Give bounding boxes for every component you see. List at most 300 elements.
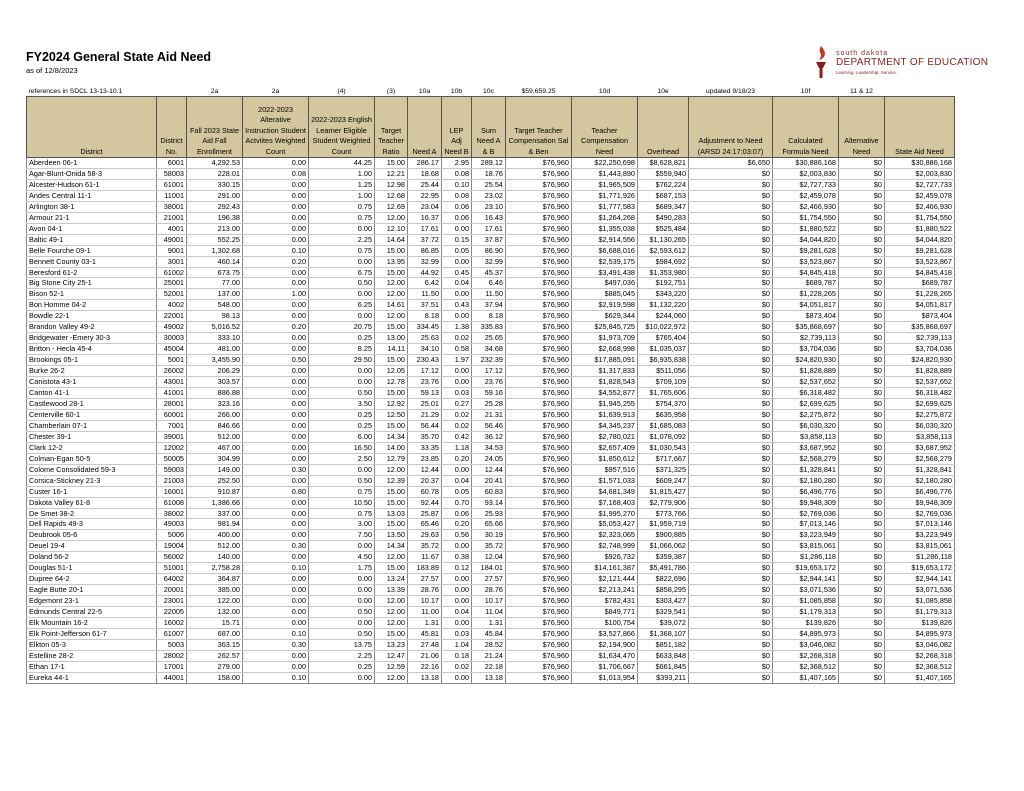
table-row <box>27 311 955 322</box>
table-cell: 0.00 <box>243 234 309 245</box>
table-cell: 16.43 <box>472 212 506 223</box>
table-cell: $76,960 <box>506 190 572 201</box>
table-cell: $0 <box>689 234 773 245</box>
table-row <box>27 596 955 607</box>
table-cell: $5,053,427 <box>572 519 638 530</box>
table-cell: $2,769,036 <box>773 508 839 519</box>
table-cell: $6,318,482 <box>885 388 955 399</box>
table-cell: $76,960 <box>506 300 572 311</box>
table-cell: 0.08 <box>243 168 309 179</box>
table-cell: 25.44 <box>408 179 442 190</box>
table-cell: $7,013,146 <box>885 519 955 530</box>
table-cell: 61007 <box>157 628 187 639</box>
column-header: Calculated Formula Need <box>773 97 839 158</box>
district-name-cell: Corsica-Stickney 21-3 <box>27 475 157 486</box>
table-cell: 36.12 <box>472 431 506 442</box>
table-cell: 12.00 <box>375 596 408 607</box>
table-cell: $35,868,697 <box>773 322 839 333</box>
district-name-cell: Douglas 51-1 <box>27 563 157 574</box>
table-cell: $0 <box>839 300 885 311</box>
column-header: Target Teacher Compensation Sal & Ben <box>506 97 572 158</box>
table-cell: $1,317,833 <box>572 366 638 377</box>
table-cell: $635,958 <box>638 409 689 420</box>
table-cell: $1,685,083 <box>638 420 689 431</box>
district-name-cell: Elk Mountain 16-2 <box>27 618 157 629</box>
table-cell: 93.14 <box>472 497 506 508</box>
table-cell: 512.00 <box>187 431 243 442</box>
table-cell: 0.00 <box>243 585 309 596</box>
table-cell: $2,275,872 <box>885 409 955 420</box>
table-cell: $76,960 <box>506 179 572 190</box>
table-cell: 846.66 <box>187 420 243 431</box>
table-cell: 0.00 <box>309 541 375 552</box>
district-name-cell: Elk Point-Jefferson 61-7 <box>27 628 157 639</box>
table-cell: 0.50 <box>309 278 375 289</box>
table-cell: 77.00 <box>187 278 243 289</box>
table-cell: $2,593,612 <box>638 245 689 256</box>
table-cell: $3,704,036 <box>773 344 839 355</box>
table-cell: $1,368,107 <box>638 628 689 639</box>
table-cell: 25.87 <box>408 508 442 519</box>
table-cell: $1,765,606 <box>638 388 689 399</box>
table-cell: $1,828,889 <box>773 366 839 377</box>
table-cell: 35.72 <box>408 541 442 552</box>
table-cell: 12.00 <box>375 278 408 289</box>
table-cell: $0 <box>839 628 885 639</box>
table-cell: $511,056 <box>638 366 689 377</box>
table-cell: 49001 <box>157 234 187 245</box>
table-cell: $2,466,930 <box>885 201 955 212</box>
table-cell: $2,769,036 <box>885 508 955 519</box>
table-cell: 0.10 <box>442 179 472 190</box>
table-cell: 279.00 <box>187 661 243 672</box>
table-cell: 0.75 <box>309 245 375 256</box>
table-cell: 12.44 <box>408 464 442 475</box>
table-cell: 0.00 <box>243 607 309 618</box>
table-row <box>27 201 955 212</box>
table-cell: $2,780,021 <box>572 431 638 442</box>
table-cell: $900,885 <box>638 530 689 541</box>
table-cell: $17,885,091 <box>572 355 638 366</box>
table-cell: $1,959,719 <box>638 519 689 530</box>
table-cell: $1,407,165 <box>773 672 839 683</box>
table-cell: 23001 <box>157 596 187 607</box>
table-cell: 0.50 <box>309 628 375 639</box>
table-cell: 15.00 <box>375 322 408 333</box>
table-cell: $76,960 <box>506 212 572 223</box>
table-cell: $76,960 <box>506 158 572 169</box>
table-cell: 323.16 <box>187 398 243 409</box>
table-cell: 0.00 <box>243 267 309 278</box>
table-cell: 1.04 <box>442 639 472 650</box>
table-cell: $1,880,522 <box>773 223 839 234</box>
table-cell: $1,407,165 <box>885 672 955 683</box>
table-cell: $76,960 <box>506 585 572 596</box>
table-cell: 0.58 <box>442 344 472 355</box>
district-name-cell: Castlewood 28-1 <box>27 398 157 409</box>
table-cell: 0.20 <box>442 519 472 530</box>
table-cell: 16001 <box>157 486 187 497</box>
table-cell: $1,228,265 <box>885 289 955 300</box>
table-cell: 22001 <box>157 311 187 322</box>
table-cell: 24.05 <box>472 453 506 464</box>
table-cell: $3,046,082 <box>773 639 839 650</box>
table-cell: 16.50 <box>309 442 375 453</box>
table-cell: $10,022,972 <box>638 322 689 333</box>
table-cell: $0 <box>689 267 773 278</box>
table-cell: 17.12 <box>408 366 442 377</box>
table-cell: 0.00 <box>309 256 375 267</box>
table-cell: $0 <box>839 245 885 256</box>
table-cell: 98.13 <box>187 311 243 322</box>
table-cell: $329,541 <box>638 607 689 618</box>
table-cell: $6,650 <box>689 158 773 169</box>
table-cell: 0.00 <box>243 453 309 464</box>
table-cell: $3,046,082 <box>885 639 955 650</box>
table-cell: $0 <box>839 596 885 607</box>
district-name-cell: Custer 16-1 <box>27 486 157 497</box>
table-cell: $0 <box>689 497 773 508</box>
table-cell: $2,368,512 <box>885 661 955 672</box>
table-cell: 39001 <box>157 431 187 442</box>
table-cell: 552.25 <box>187 234 243 245</box>
table-cell: $76,960 <box>506 442 572 453</box>
table-cell: 0.50 <box>309 607 375 618</box>
table-cell: $0 <box>689 409 773 420</box>
table-cell: 10.17 <box>472 596 506 607</box>
table-cell: $76,960 <box>506 628 572 639</box>
table-cell: $30,886,168 <box>773 158 839 169</box>
table-cell: 50005 <box>157 453 187 464</box>
table-cell: 292.43 <box>187 201 243 212</box>
table-cell: $0 <box>839 398 885 409</box>
table-cell: $822,696 <box>638 574 689 585</box>
table-cell: $76,960 <box>506 388 572 399</box>
district-name-cell: Eagle Butte 20-1 <box>27 585 157 596</box>
table-cell: 12.78 <box>375 377 408 388</box>
table-cell: 49002 <box>157 322 187 333</box>
table-row <box>27 234 955 245</box>
table-cell: $2,727,733 <box>885 179 955 190</box>
district-name-cell: Big Stone City 25-1 <box>27 278 157 289</box>
table-cell: 30003 <box>157 333 187 344</box>
table-cell: 4001 <box>157 223 187 234</box>
table-cell: 26002 <box>157 366 187 377</box>
table-row <box>27 409 955 420</box>
table-cell: 41001 <box>157 388 187 399</box>
table-cell: 13.00 <box>375 333 408 344</box>
table-cell: 364.87 <box>187 574 243 585</box>
table-cell: 5006 <box>157 530 187 541</box>
table-cell: 0.08 <box>442 168 472 179</box>
table-row <box>27 179 955 190</box>
table-cell: $0 <box>689 212 773 223</box>
district-name-cell: Clark 12-2 <box>27 442 157 453</box>
table-cell: $1,771,926 <box>572 190 638 201</box>
table-cell: $76,960 <box>506 497 572 508</box>
table-cell: $76,960 <box>506 377 572 388</box>
torch-icon <box>808 44 834 80</box>
table-cell: 0.00 <box>309 585 375 596</box>
table-cell: 0.00 <box>442 256 472 267</box>
table-cell: $0 <box>839 278 885 289</box>
table-cell: $1,754,550 <box>885 212 955 223</box>
table-cell: 228.01 <box>187 168 243 179</box>
district-name-cell: Bon Homme 04-2 <box>27 300 157 311</box>
table-cell: 29.50 <box>309 355 375 366</box>
table-cell: 0.00 <box>309 223 375 234</box>
table-cell: 262.57 <box>187 650 243 661</box>
table-cell: 1,302.68 <box>187 245 243 256</box>
as-of-date: as of 12/8/2023 <box>26 66 78 75</box>
table-cell: 0.00 <box>243 431 309 442</box>
table-cell: 232.39 <box>472 355 506 366</box>
table-cell: $76,960 <box>506 541 572 552</box>
table-cell: 25.93 <box>472 508 506 519</box>
table-cell: 10.17 <box>408 596 442 607</box>
table-cell: 0.00 <box>243 388 309 399</box>
table-row <box>27 333 955 344</box>
table-cell: $1,777,583 <box>572 201 638 212</box>
table-cell: $3,815,061 <box>885 541 955 552</box>
table-cell: 15.00 <box>375 158 408 169</box>
table-cell: $24,820,930 <box>773 355 839 366</box>
table-cell: 330.15 <box>187 179 243 190</box>
column-header: Fall 2023 State Aid Fall Enrollment <box>187 97 243 158</box>
table-cell: 60001 <box>157 409 187 420</box>
table-cell: $1,228,265 <box>773 289 839 300</box>
table-cell: 12.10 <box>375 223 408 234</box>
table-cell: $359,387 <box>638 552 689 563</box>
table-cell: $1,030,543 <box>638 442 689 453</box>
table-cell: 0.00 <box>442 289 472 300</box>
table-cell: $0 <box>689 453 773 464</box>
table-cell: $76,960 <box>506 530 572 541</box>
district-name-cell: Colome Consolidated 59-3 <box>27 464 157 475</box>
table-cell: $2,180,280 <box>773 475 839 486</box>
table-cell: 15.00 <box>375 355 408 366</box>
table-cell: $19,653,172 <box>885 563 955 574</box>
table-row <box>27 256 955 267</box>
column-header: Teacher Compensation Need <box>572 97 638 158</box>
table-cell: 37.72 <box>408 234 442 245</box>
table-cell: 8.18 <box>408 311 442 322</box>
table-cell: 12.05 <box>375 366 408 377</box>
table-cell: $1,634,470 <box>572 650 638 661</box>
reference-cell: 10f <box>800 88 811 95</box>
table-cell: $1,286,118 <box>773 552 839 563</box>
table-cell: 0.56 <box>442 530 472 541</box>
table-cell: $3,704,036 <box>885 344 955 355</box>
table-cell: $76,960 <box>506 420 572 431</box>
table-cell: $0 <box>689 650 773 661</box>
table-cell: 0.00 <box>243 420 309 431</box>
table-cell: $0 <box>689 596 773 607</box>
table-cell: $0 <box>689 530 773 541</box>
table-cell: $1,706,667 <box>572 661 638 672</box>
table-row <box>27 464 955 475</box>
table-row <box>27 475 955 486</box>
table-cell: $76,960 <box>506 256 572 267</box>
table-cell: 0.00 <box>243 650 309 661</box>
district-name-cell: Belle Fourche 09-1 <box>27 245 157 256</box>
table-cell: 29.63 <box>408 530 442 541</box>
table-cell: $0 <box>689 322 773 333</box>
column-header: Target Teacher Ratio <box>375 97 408 158</box>
table-cell: $1,828,543 <box>572 377 638 388</box>
table-cell: $0 <box>839 267 885 278</box>
table-cell: 3.50 <box>309 398 375 409</box>
table-cell: 18.76 <box>472 168 506 179</box>
table-cell: 16002 <box>157 618 187 629</box>
table-cell: 0.04 <box>442 607 472 618</box>
district-name-cell: Deuel 19-4 <box>27 541 157 552</box>
table-cell: 12.00 <box>375 607 408 618</box>
table-cell: 0.00 <box>442 596 472 607</box>
table-cell: 1.00 <box>309 168 375 179</box>
table-cell: 0.06 <box>442 201 472 212</box>
table-cell: 0.00 <box>243 519 309 530</box>
table-cell: 910.87 <box>187 486 243 497</box>
table-cell: 0.00 <box>309 464 375 475</box>
table-cell: 20.41 <box>472 475 506 486</box>
table-cell: 21.06 <box>408 650 442 661</box>
table-cell: $19,653,172 <box>773 563 839 574</box>
table-cell: $4,044,820 <box>773 234 839 245</box>
table-cell: $0 <box>839 607 885 618</box>
table-cell: $957,516 <box>572 464 638 475</box>
table-cell: $0 <box>689 618 773 629</box>
table-cell: 15.00 <box>375 388 408 399</box>
table-cell: $76,960 <box>506 267 572 278</box>
table-cell: $851,182 <box>638 639 689 650</box>
table-cell: 12.69 <box>375 201 408 212</box>
table-cell: $7,168,403 <box>572 497 638 508</box>
table-cell: $2,268,318 <box>773 650 839 661</box>
table-cell: 4,292.53 <box>187 158 243 169</box>
table-cell: $1,085,858 <box>885 596 955 607</box>
table-cell: 291.00 <box>187 190 243 201</box>
table-cell: $0 <box>689 607 773 618</box>
table-cell: 23.85 <box>408 453 442 464</box>
table-cell: $6,030,320 <box>773 420 839 431</box>
table-cell: 15.00 <box>375 497 408 508</box>
table-cell: 548.00 <box>187 300 243 311</box>
table-row <box>27 190 955 201</box>
table-cell: $0 <box>839 574 885 585</box>
table-cell: 0.00 <box>243 475 309 486</box>
table-cell: $76,960 <box>506 278 572 289</box>
table-cell: 0.02 <box>442 420 472 431</box>
table-cell: $1,355,038 <box>572 223 638 234</box>
table-cell: $0 <box>689 508 773 519</box>
district-name-cell: Doland 56-2 <box>27 552 157 563</box>
table-cell: 59.13 <box>408 388 442 399</box>
table-cell: 23.02 <box>472 190 506 201</box>
reference-cell: $59,659.25 <box>521 88 556 95</box>
table-cell: 0.25 <box>309 333 375 344</box>
table-row <box>27 661 955 672</box>
table-cell: $2,323,065 <box>572 530 638 541</box>
district-name-cell: Avon 04-1 <box>27 223 157 234</box>
table-cell: 0.27 <box>442 398 472 409</box>
table-cell: $1,571,033 <box>572 475 638 486</box>
table-cell: 0.75 <box>309 201 375 212</box>
references-row <box>27 87 955 97</box>
table-cell: 15.00 <box>375 563 408 574</box>
table-cell: 21.24 <box>472 650 506 661</box>
table-cell: $1,130,265 <box>638 234 689 245</box>
table-cell: 18.68 <box>408 168 442 179</box>
table-cell: 0.04 <box>442 475 472 486</box>
table-cell: 0.00 <box>243 223 309 234</box>
table-cell: 25.01 <box>408 398 442 409</box>
table-cell: $0 <box>689 256 773 267</box>
table-cell: $2,699,625 <box>773 398 839 409</box>
table-cell: $0 <box>689 672 773 683</box>
table-cell: $754,370 <box>638 398 689 409</box>
table-cell: 22005 <box>157 607 187 618</box>
table-row <box>27 453 955 464</box>
table-cell: $1,264,268 <box>572 212 638 223</box>
table-cell: 0.00 <box>243 442 309 453</box>
table-cell: $0 <box>839 388 885 399</box>
table-cell: $2,944,141 <box>773 574 839 585</box>
table-cell: $244,060 <box>638 311 689 322</box>
table-cell: 230.43 <box>408 355 442 366</box>
table-cell: $1,443,890 <box>572 168 638 179</box>
table-cell: 14.34 <box>375 541 408 552</box>
table-cell: $2,003,830 <box>773 168 839 179</box>
table-cell: $0 <box>689 475 773 486</box>
table-cell: $2,944,141 <box>885 574 955 585</box>
table-cell: 981.94 <box>187 519 243 530</box>
table-row <box>27 388 955 399</box>
table-cell: 400.00 <box>187 530 243 541</box>
table-cell: $0 <box>689 377 773 388</box>
table-cell: 12.00 <box>375 672 408 683</box>
table-cell: $629,344 <box>572 311 638 322</box>
table-cell: $76,960 <box>506 607 572 618</box>
table-cell: $371,325 <box>638 464 689 475</box>
table-row <box>27 486 955 497</box>
table-cell: $0 <box>839 234 885 245</box>
table-cell: 17001 <box>157 661 187 672</box>
table-cell: 304.99 <box>187 453 243 464</box>
table-cell: 21.31 <box>472 409 506 420</box>
table-cell: 0.00 <box>243 158 309 169</box>
table-cell: 59.16 <box>472 388 506 399</box>
logo-tagline: Learning. Leadership. Service. <box>836 70 898 75</box>
table-cell: 12.00 <box>375 618 408 629</box>
table-cell: $1,132,220 <box>638 300 689 311</box>
table-row <box>27 267 955 278</box>
district-name-cell: Edgemont 23-1 <box>27 596 157 607</box>
column-header: 2022-2023 Alterative Instruction Student Actviites Weighted Count <box>243 97 309 158</box>
table-cell: $76,960 <box>506 398 572 409</box>
table-cell: 0.25 <box>309 409 375 420</box>
table-cell: $76,960 <box>506 672 572 683</box>
district-name-cell: Dell Rapids 49-3 <box>27 519 157 530</box>
table-cell: $0 <box>839 464 885 475</box>
table-cell: 0.00 <box>309 377 375 388</box>
table-cell: $76,960 <box>506 168 572 179</box>
table-cell: $0 <box>689 245 773 256</box>
table-cell: 1.75 <box>309 563 375 574</box>
table-cell: 0.50 <box>309 475 375 486</box>
table-cell: $3,815,061 <box>773 541 839 552</box>
table-cell: $1,013,954 <box>572 672 638 683</box>
